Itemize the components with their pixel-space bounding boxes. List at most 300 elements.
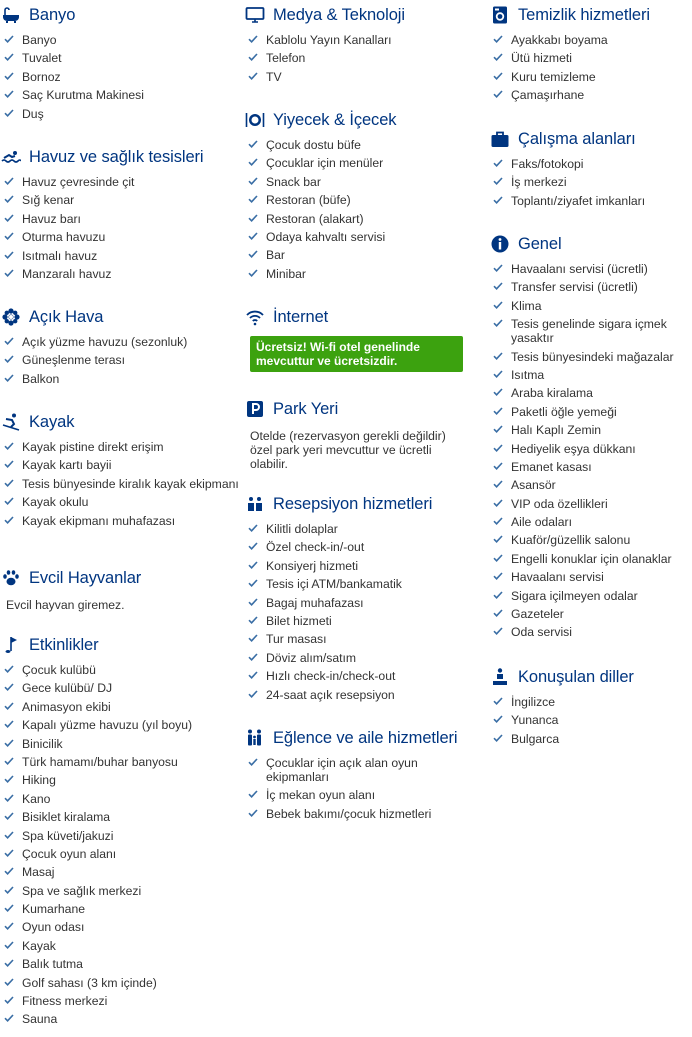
- section-medya: [244, 4, 484, 88]
- amenity-label: Kano: [22, 791, 51, 806]
- checkmark-icon: [4, 940, 14, 950]
- amenity-item: [489, 515, 692, 529]
- section-title: Konuşulan diller: [518, 667, 634, 686]
- checkmark-icon: [4, 250, 14, 260]
- amenity-item: [0, 249, 240, 263]
- section-title: Evcil Hayvanlar: [29, 568, 142, 587]
- amenity-label: Snack bar: [266, 174, 321, 189]
- amenity-item: [0, 51, 240, 65]
- amenity-list: [244, 756, 484, 821]
- checkmark-icon: [4, 478, 14, 488]
- amenity-list: [0, 33, 240, 121]
- plate-cutlery-icon: [244, 109, 266, 131]
- amenity-item: [0, 865, 240, 879]
- checkmark-icon: [248, 560, 258, 570]
- amenity-label: Kapalı yüzme havuzu (yıl boyu): [22, 718, 193, 733]
- amenity-item: [244, 807, 484, 821]
- amenity-label: Tuvalet: [22, 51, 62, 66]
- free-wifi-badge: [250, 336, 463, 372]
- free-wifi-text: Wi-fi otel genelinde mevcuttur ve ücretsizdir.: [256, 340, 420, 368]
- checkmark-icon: [248, 249, 258, 259]
- amenity-label: Bebek bakımı/çocuk hizmetleri: [266, 806, 432, 821]
- amenity-item: [244, 756, 484, 784]
- amenity-item: [0, 810, 240, 824]
- checkmark-icon: [493, 300, 503, 310]
- section-title: Banyo: [29, 5, 76, 24]
- amenity-label: Bagaj muhafazası: [266, 595, 364, 610]
- amenity-item: [0, 353, 240, 367]
- checkmark-icon: [4, 774, 14, 784]
- checkmark-icon: [248, 52, 258, 62]
- checkmark-icon: [4, 496, 14, 506]
- checkmark-icon: [493, 714, 503, 724]
- checkmark-icon: [4, 848, 14, 858]
- amenity-item: [244, 788, 484, 802]
- amenity-item: [0, 1012, 240, 1026]
- amenity-list: [0, 663, 240, 1026]
- section-title: Açık Hava: [29, 307, 104, 326]
- checkmark-icon: [493, 696, 503, 706]
- amenity-label: Paketli öğle yemeği: [511, 404, 617, 419]
- checkmark-icon: [493, 553, 503, 563]
- checkmark-icon: [4, 866, 14, 876]
- checkmark-icon: [248, 213, 258, 223]
- checkmark-icon: [4, 701, 14, 711]
- amenity-label: Halı Kaplı Zemin: [511, 423, 602, 438]
- amenity-label: Odaya kahvaltı servisi: [266, 229, 386, 244]
- amenity-item: [244, 559, 484, 573]
- amenity-label: Bornoz: [22, 69, 61, 84]
- checkmark-icon: [4, 977, 14, 987]
- checkmark-icon: [493, 498, 503, 508]
- amenity-label: Kayak pistine direkt erişim: [22, 440, 164, 454]
- amenity-label: Engelli konuklar için olanaklar: [511, 551, 672, 566]
- amenity-label: Çocuklar için menüler: [266, 156, 384, 171]
- paw-icon: [0, 567, 22, 589]
- amenity-label: Havaalanı servisi (ücretli): [511, 262, 648, 276]
- amenity-item: [0, 829, 240, 843]
- amenity-label: Toplantı/ziyafet imkanları: [511, 193, 646, 208]
- amenity-item: [244, 596, 484, 610]
- amenity-item: [0, 976, 240, 990]
- checkmark-icon: [493, 89, 503, 99]
- amenity-label: Asansör: [511, 478, 556, 493]
- amenity-label: Tesis genelinde sigara içmek yasaktır: [511, 317, 667, 346]
- checkmark-icon: [248, 34, 258, 44]
- info-icon: [489, 233, 511, 255]
- section-title: Genel: [518, 234, 562, 253]
- tv-icon: [244, 4, 266, 26]
- amenity-item: [0, 335, 240, 349]
- amenity-item: [0, 718, 240, 732]
- checkmark-icon: [4, 885, 14, 895]
- speaker-icon: [489, 666, 511, 688]
- wifi-icon: [244, 306, 266, 328]
- section-temizlik: [489, 4, 692, 107]
- section-genel: [489, 233, 692, 644]
- amenity-item: [489, 157, 692, 171]
- amenity-label: Kuaför/güzellik salonu: [511, 533, 631, 548]
- amenity-label: Oyun odası: [22, 920, 85, 935]
- amenity-label: Çamaşırhane: [511, 88, 585, 103]
- checkmark-icon: [493, 590, 503, 600]
- amenity-item: [244, 175, 484, 189]
- amenity-label: Çocuk dostu büfe: [266, 138, 361, 152]
- amenity-label: Animasyon ekibi: [22, 699, 111, 714]
- amenity-item: [489, 280, 692, 294]
- checkmark-icon: [248, 268, 258, 278]
- amenity-label: Emanet kasası: [511, 459, 592, 474]
- checkmark-icon: [4, 373, 14, 383]
- amenity-item: [489, 299, 692, 313]
- checkmark-icon: [4, 354, 14, 364]
- pets-policy-text: Evcil hayvan giremez.: [6, 598, 125, 612]
- amenity-item: [0, 939, 240, 953]
- section-title: Park Yeri: [273, 399, 339, 418]
- amenity-label: İş merkezi: [511, 175, 567, 190]
- checkmark-icon: [248, 523, 258, 533]
- checkmark-icon: [493, 263, 503, 273]
- checkmark-icon: [493, 461, 503, 471]
- checkmark-icon: [4, 213, 14, 223]
- checkmark-icon: [4, 34, 14, 44]
- checkmark-icon: [493, 281, 503, 291]
- checkmark-icon: [4, 811, 14, 821]
- amenity-label: Minibar: [266, 266, 306, 281]
- checkmark-icon: [248, 194, 258, 204]
- checkmark-icon: [493, 534, 503, 544]
- checkmark-icon: [4, 719, 14, 729]
- checkmark-icon: [248, 157, 258, 167]
- checkmark-icon: [493, 516, 503, 526]
- checkmark-icon: [4, 958, 14, 968]
- checkmark-icon: [248, 808, 258, 818]
- amenity-label: Sigara içilmeyen odalar: [511, 588, 638, 603]
- section-internet: [244, 306, 484, 372]
- checkmark-icon: [493, 318, 503, 328]
- checkmark-icon: [493, 733, 503, 743]
- amenity-item: [0, 88, 240, 102]
- amenity-label: Çocuk oyun alanı: [22, 846, 117, 861]
- amenity-label: Çocuklar için açık alan oyun ekipmanları: [266, 756, 418, 784]
- checkmark-icon: [493, 406, 503, 416]
- checkmark-icon: [248, 139, 258, 149]
- amenity-label: Transfer servisi (ücretli): [511, 280, 638, 295]
- section-title: Temizlik hizmetleri: [518, 5, 650, 24]
- parking-text: Otelde (rezervasyon gerekli değildir) özel park yeri mevcuttur ve ücretli olabilir.: [250, 429, 446, 471]
- amenity-label: Duş: [22, 106, 44, 121]
- amenity-label: Masaj: [22, 865, 55, 880]
- amenity-item: [244, 669, 484, 683]
- amenity-label: Kayak kartı bayii: [22, 458, 112, 473]
- checkmark-icon: [248, 615, 258, 625]
- amenity-label: Balkon: [22, 371, 60, 386]
- checkmark-icon: [493, 626, 503, 636]
- checkmark-icon: [248, 176, 258, 186]
- amenity-label: Saç Kurutma Makinesi: [22, 88, 144, 103]
- amenity-item: [489, 423, 692, 437]
- checkmark-icon: [493, 52, 503, 62]
- reception-icon: [244, 493, 266, 515]
- amenity-item: [0, 994, 240, 1008]
- checkmark-icon: [493, 608, 503, 618]
- amenity-list: [244, 138, 484, 281]
- free-label: Ücretsiz!: [256, 340, 307, 354]
- amenity-item: [244, 248, 484, 262]
- amenity-label: Balık tutma: [22, 957, 83, 972]
- amenity-item: [0, 957, 240, 971]
- checkmark-icon: [4, 995, 14, 1005]
- amenity-label: Klima: [511, 298, 542, 313]
- checkmark-icon: [248, 597, 258, 607]
- checkmark-icon: [248, 757, 258, 767]
- amenity-label: İç mekan oyun alanı: [266, 788, 376, 803]
- checkmark-icon: [4, 108, 14, 118]
- section-park: [244, 398, 484, 471]
- checkmark-icon: [4, 921, 14, 931]
- checkmark-icon: [493, 479, 503, 489]
- amenity-item: [489, 713, 692, 727]
- amenity-label: İngilizce: [511, 695, 556, 709]
- amenity-list: [0, 175, 240, 281]
- section-diller: [489, 666, 692, 750]
- checkmark-icon: [4, 459, 14, 469]
- checkmark-icon: [4, 664, 14, 674]
- amenity-label: Hızlı check-in/check-out: [266, 669, 396, 684]
- checkmark-icon: [493, 158, 503, 168]
- skier-icon: [0, 411, 22, 433]
- amenity-label: Ayakkabı boyama: [511, 33, 608, 47]
- amenity-label: Oturma havuzu: [22, 230, 106, 245]
- amenity-item: [489, 442, 692, 456]
- section-title: Eğlence ve aile hizmetleri: [273, 728, 458, 747]
- amenity-list: [489, 33, 692, 102]
- amenity-item: [489, 607, 692, 621]
- amenity-label: Türk hamamı/buhar banyosu: [22, 754, 178, 769]
- section-title: Medya & Teknoloji: [273, 5, 405, 24]
- amenity-item: [0, 175, 240, 189]
- amenity-item: [489, 70, 692, 84]
- amenity-item: [0, 663, 240, 677]
- amenity-list: [0, 335, 240, 386]
- amenity-item: [244, 212, 484, 226]
- amenity-item: [489, 194, 692, 208]
- amenity-item: [244, 230, 484, 244]
- amenity-item: [489, 33, 692, 47]
- amenity-item: [0, 477, 240, 491]
- amenity-item: [0, 884, 240, 898]
- checkmark-icon: [4, 441, 14, 451]
- amenity-item: [0, 755, 240, 769]
- amenity-label: Spa küveti/jakuzi: [22, 828, 114, 843]
- amenity-label: Kilitli dolaplar: [266, 522, 338, 536]
- checkmark-icon: [248, 633, 258, 643]
- amenity-label: Bilet hizmeti: [266, 613, 332, 628]
- amenity-label: TV: [266, 69, 282, 84]
- amenity-item: [489, 51, 692, 65]
- amenity-label: Havuz barı: [22, 211, 81, 226]
- section-title: Kayak: [29, 412, 75, 431]
- amenity-list: [489, 695, 692, 746]
- amenity-label: Telefon: [266, 51, 306, 66]
- flower-icon: [0, 306, 22, 328]
- amenity-label: Tur masası: [266, 632, 327, 647]
- checkmark-icon: [493, 71, 503, 81]
- checkmark-icon: [4, 268, 14, 278]
- amenity-item: [244, 138, 484, 152]
- checkmark-icon: [4, 176, 14, 186]
- amenity-label: Bisiklet kiralama: [22, 810, 111, 825]
- amenity-item: [244, 33, 484, 47]
- amenity-label: Oda servisi: [511, 625, 572, 640]
- checkmark-icon: [4, 89, 14, 99]
- amenity-item: [244, 614, 484, 628]
- amenity-label: Gece kulübü/ DJ: [22, 681, 113, 696]
- amenity-item: [489, 570, 692, 584]
- section-title: İnternet: [273, 307, 329, 326]
- checkmark-icon: [493, 571, 503, 581]
- section-etkinlikler: [0, 634, 240, 1031]
- amenity-label: Çocuk kulübü: [22, 663, 96, 677]
- section-title: Yiyecek & İçecek: [273, 110, 397, 129]
- amenity-item: [489, 552, 692, 566]
- amenity-item: [244, 51, 484, 65]
- amenity-item: [0, 212, 240, 226]
- amenity-label: Kuru temizleme: [511, 69, 596, 84]
- amenity-item: [0, 193, 240, 207]
- checkmark-icon: [248, 670, 258, 680]
- amenity-label: Faks/fotokopi: [511, 157, 584, 171]
- section-evcil: [0, 567, 240, 612]
- amenity-label: Banyo: [22, 33, 57, 47]
- amenity-item: [244, 632, 484, 646]
- section-kayak: [0, 411, 240, 532]
- amenity-item: [0, 847, 240, 861]
- amenity-label: Bulgarca: [511, 731, 560, 746]
- checkmark-icon: [493, 369, 503, 379]
- amenity-item: [244, 577, 484, 591]
- checkmark-icon: [4, 756, 14, 766]
- amenity-label: Havaalanı servisi: [511, 570, 604, 585]
- checkmark-icon: [4, 515, 14, 525]
- amenity-label: Döviz alım/satım: [266, 650, 357, 665]
- checkmark-icon: [248, 652, 258, 662]
- amenity-label: Tesis bünyesindeki mağazalar: [511, 349, 674, 364]
- section-yiyecek: [244, 109, 484, 285]
- amenity-item: [244, 540, 484, 554]
- amenity-label: Gazeteler: [511, 607, 564, 622]
- amenity-item: [0, 458, 240, 472]
- amenity-label: Binicilik: [22, 736, 63, 751]
- amenity-item: [0, 33, 240, 47]
- amenity-item: [0, 792, 240, 806]
- section-resepsiyon: [244, 493, 484, 706]
- checkmark-icon: [493, 387, 503, 397]
- amenity-label: Restoran (büfe): [266, 193, 351, 208]
- amenity-item: [0, 681, 240, 695]
- amenity-item: [489, 405, 692, 419]
- checkmark-icon: [4, 682, 14, 692]
- amenity-item: [0, 700, 240, 714]
- checkmark-icon: [248, 71, 258, 81]
- amenity-label: Açık yüzme havuzu (sezonluk): [22, 335, 188, 349]
- amenity-label: Bar: [266, 248, 285, 263]
- amenity-item: [489, 625, 692, 639]
- amenity-list: [489, 262, 692, 639]
- amenity-label: Araba kiralama: [511, 386, 593, 401]
- checkmark-icon: [493, 424, 503, 434]
- section-title: Çalışma alanları: [518, 129, 636, 148]
- amenity-label: Ütü hizmeti: [511, 51, 572, 66]
- amenity-label: Manzaralı havuz: [22, 266, 112, 281]
- amenity-list: [0, 440, 240, 528]
- checkmark-icon: [4, 52, 14, 62]
- amenity-item: [489, 175, 692, 189]
- amenity-item: [244, 156, 484, 170]
- amenity-label: Kayak: [22, 938, 56, 953]
- amenity-label: Yunanca: [511, 713, 559, 728]
- checkmark-icon: [493, 34, 503, 44]
- amenity-item: [0, 70, 240, 84]
- amenity-label: Aile odaları: [511, 515, 572, 530]
- amenity-item: [489, 533, 692, 547]
- amenity-item: [489, 460, 692, 474]
- amenity-label: Tesis içi ATM/bankamatik: [266, 577, 402, 592]
- amenity-label: Isıtma: [511, 367, 545, 382]
- amenity-list: [489, 157, 692, 208]
- amenity-item: [489, 589, 692, 603]
- amenity-item: [489, 732, 692, 746]
- amenity-label: Kablolu Yayın Kanalları: [266, 33, 392, 47]
- section-title: Etkinlikler: [29, 635, 99, 654]
- checkmark-icon: [4, 231, 14, 241]
- checkmark-icon: [248, 231, 258, 241]
- amenity-item: [0, 440, 240, 454]
- amenity-item: [244, 522, 484, 536]
- amenity-item: [0, 737, 240, 751]
- amenity-item: [489, 262, 692, 276]
- bath-icon: [0, 4, 22, 26]
- amenity-item: [489, 317, 692, 345]
- checkmark-icon: [4, 194, 14, 204]
- amenity-item: [0, 495, 240, 509]
- amenity-item: [244, 70, 484, 84]
- amenity-list: [244, 522, 484, 702]
- amenity-item: [489, 88, 692, 102]
- amenity-label: VIP oda özellikleri: [511, 496, 608, 511]
- amenity-item: [0, 514, 240, 528]
- checkmark-icon: [248, 541, 258, 551]
- amenity-label: Sauna: [22, 1012, 58, 1027]
- amenity-label: Isıtmalı havuz: [22, 248, 98, 263]
- checkmark-icon: [493, 176, 503, 186]
- checkmark-icon: [4, 1013, 14, 1023]
- amenity-item: [489, 478, 692, 492]
- amenity-item: [0, 920, 240, 934]
- amenity-item: [0, 902, 240, 916]
- checkmark-icon: [4, 793, 14, 803]
- amenity-label: Kumarhane: [22, 902, 86, 917]
- amenity-item: [0, 267, 240, 281]
- parking-icon: [244, 398, 266, 420]
- amenity-item: [489, 497, 692, 511]
- amenity-label: Kayak okulu: [22, 495, 89, 510]
- section-havuz: [0, 146, 240, 285]
- section-title: Resepsiyon hizmetleri: [273, 494, 433, 513]
- amenity-item: [489, 350, 692, 364]
- section-banyo: [0, 4, 240, 125]
- amenity-label: Özel check-in/-out: [266, 540, 365, 555]
